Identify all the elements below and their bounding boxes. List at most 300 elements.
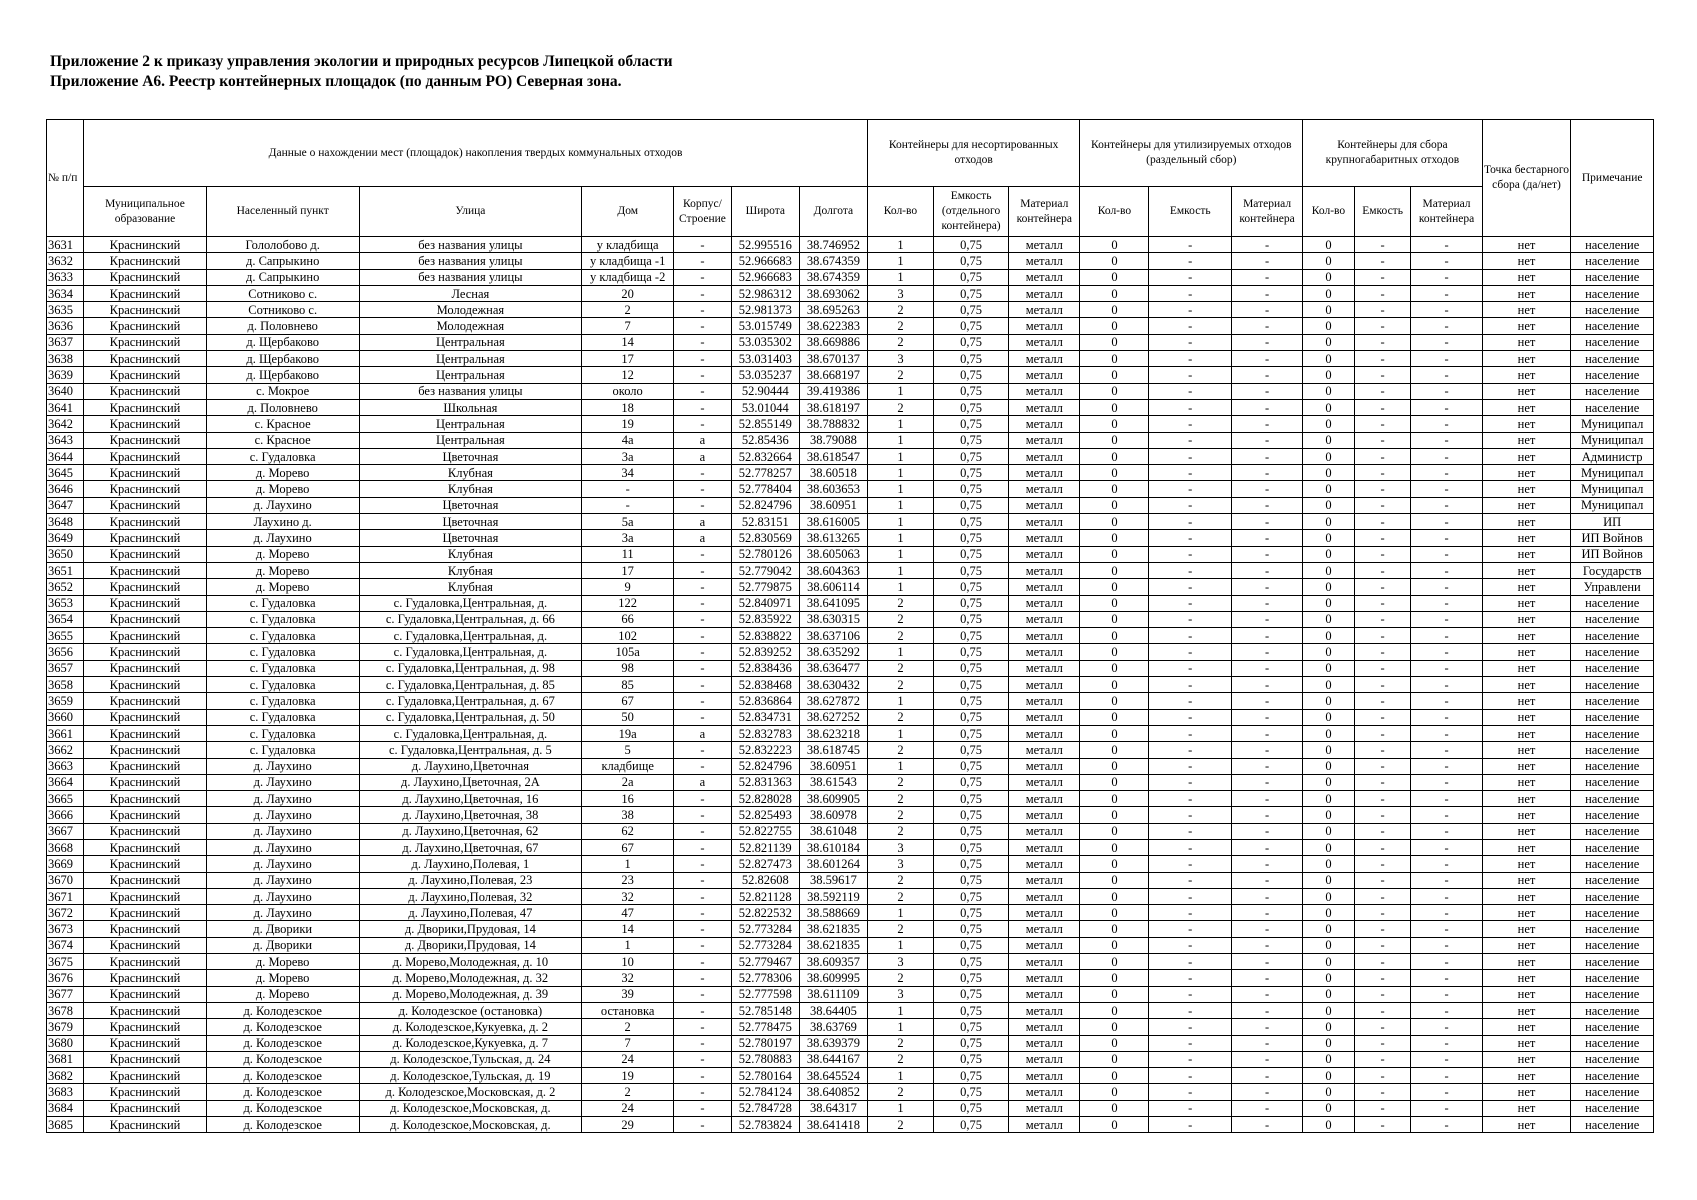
cell-unsorted-count: 1 bbox=[867, 758, 933, 774]
cell-bulky-count: 0 bbox=[1303, 562, 1355, 578]
cell-building: - bbox=[674, 1117, 732, 1133]
cell-building: а bbox=[674, 448, 732, 464]
cell-longitude: 38.635292 bbox=[799, 644, 867, 660]
cell-bulky-capacity: - bbox=[1354, 1051, 1411, 1067]
cell-house: 47 bbox=[582, 905, 674, 921]
cell-building: - bbox=[674, 302, 732, 318]
cell-unsorted-count: 2 bbox=[867, 872, 933, 888]
cell-latitude: 52.824796 bbox=[731, 497, 799, 513]
cell-bulky-capacity: - bbox=[1354, 856, 1411, 872]
cell-house: 29 bbox=[582, 1117, 674, 1133]
cell-note: население bbox=[1571, 758, 1654, 774]
cell-recyclable-material: - bbox=[1231, 1084, 1302, 1100]
cell-unsorted-count: 1 bbox=[867, 693, 933, 709]
cell-note: население bbox=[1571, 970, 1654, 986]
cell-recyclable-count: 0 bbox=[1080, 986, 1149, 1002]
cell-row-number: 3665 bbox=[47, 791, 84, 807]
cell-bulky-material: - bbox=[1411, 660, 1482, 676]
cell-house: 1 bbox=[582, 856, 674, 872]
cell-street: д. Колодезское,Московская, д. bbox=[359, 1117, 582, 1133]
cell-street: д. Колодезское (остановка) bbox=[359, 1002, 582, 1018]
cell-street: Лесная bbox=[359, 285, 582, 301]
cell-settlement: д. Лаухино bbox=[206, 872, 359, 888]
cell-bulky-material: - bbox=[1411, 399, 1482, 415]
cell-recyclable-capacity: - bbox=[1149, 823, 1232, 839]
cell-bulky-material: - bbox=[1411, 954, 1482, 970]
cell-unsorted-count: 3 bbox=[867, 856, 933, 872]
header-settlement: Населенный пункт bbox=[206, 187, 359, 237]
cell-bulky-material: - bbox=[1411, 937, 1482, 953]
cell-bulky-material: - bbox=[1411, 611, 1482, 627]
cell-street: д. Колодезское,Тульская, д. 19 bbox=[359, 1068, 582, 1084]
cell-unsorted-count: 1 bbox=[867, 432, 933, 448]
cell-bulky-capacity: - bbox=[1354, 1117, 1411, 1133]
cell-bulky-capacity: - bbox=[1354, 937, 1411, 953]
cell-recyclable-count: 0 bbox=[1080, 1068, 1149, 1084]
cell-longitude: 38.622383 bbox=[799, 318, 867, 334]
cell-recyclable-material: - bbox=[1231, 905, 1302, 921]
cell-row-number: 3637 bbox=[47, 334, 84, 350]
cell-unsorted-count: 2 bbox=[867, 1035, 933, 1051]
cell-row-number: 3684 bbox=[47, 1100, 84, 1116]
cell-street: с. Гудаловка,Центральная, д. bbox=[359, 595, 582, 611]
cell-bulky-capacity: - bbox=[1354, 677, 1411, 693]
cell-recyclable-material: - bbox=[1231, 285, 1302, 301]
cell-house: 24 bbox=[582, 1100, 674, 1116]
cell-settlement: с. Гудаловка bbox=[206, 725, 359, 741]
cell-unsorted-count: 1 bbox=[867, 481, 933, 497]
cell-latitude: 52.783824 bbox=[731, 1117, 799, 1133]
header-building: Корпус/ Строение bbox=[674, 187, 732, 237]
cell-recyclable-capacity: - bbox=[1149, 839, 1232, 855]
cell-municipality: Краснинский bbox=[84, 562, 207, 578]
cell-longitude: 38.746952 bbox=[799, 237, 867, 253]
cell-recyclable-count: 0 bbox=[1080, 1100, 1149, 1116]
cell-municipality: Краснинский bbox=[84, 1100, 207, 1116]
cell-bulky-capacity: - bbox=[1354, 269, 1411, 285]
cell-recyclable-capacity: - bbox=[1149, 872, 1232, 888]
cell-settlement: д. Дворики bbox=[206, 937, 359, 953]
cell-building: - bbox=[674, 758, 732, 774]
cell-bulky-capacity: - bbox=[1354, 872, 1411, 888]
cell-unsorted-material: металл bbox=[1009, 742, 1080, 758]
cell-unsorted-capacity: 0,75 bbox=[933, 856, 1008, 872]
cell-bulky-material: - bbox=[1411, 497, 1482, 513]
cell-unsorted-count: 1 bbox=[867, 530, 933, 546]
table-row bbox=[47, 970, 1654, 986]
cell-recyclable-material: - bbox=[1231, 1002, 1302, 1018]
cell-street: Школьная bbox=[359, 399, 582, 415]
cell-settlement: Гололобово д. bbox=[206, 237, 359, 253]
cell-containerless-point: нет bbox=[1482, 660, 1571, 676]
cell-unsorted-material: металл bbox=[1009, 839, 1080, 855]
cell-building: - bbox=[674, 399, 732, 415]
cell-bulky-capacity: - bbox=[1354, 823, 1411, 839]
cell-municipality: Краснинский bbox=[84, 791, 207, 807]
cell-recyclable-count: 0 bbox=[1080, 530, 1149, 546]
cell-recyclable-count: 0 bbox=[1080, 725, 1149, 741]
cell-building: - bbox=[674, 905, 732, 921]
table-row bbox=[47, 465, 1654, 481]
table-row bbox=[47, 823, 1654, 839]
cell-unsorted-capacity: 0,75 bbox=[933, 839, 1008, 855]
cell-unsorted-material: металл bbox=[1009, 986, 1080, 1002]
cell-containerless-point: нет bbox=[1482, 334, 1571, 350]
cell-latitude: 52.778404 bbox=[731, 481, 799, 497]
cell-municipality: Краснинский bbox=[84, 823, 207, 839]
cell-row-number: 3685 bbox=[47, 1117, 84, 1133]
cell-recyclable-capacity: - bbox=[1149, 253, 1232, 269]
cell-unsorted-material: металл bbox=[1009, 481, 1080, 497]
cell-note: население bbox=[1571, 399, 1654, 415]
cell-row-number: 3661 bbox=[47, 725, 84, 741]
cell-bulky-material: - bbox=[1411, 285, 1482, 301]
cell-unsorted-material: металл bbox=[1009, 1068, 1080, 1084]
cell-recyclable-capacity: - bbox=[1149, 905, 1232, 921]
cell-bulky-count: 0 bbox=[1303, 905, 1355, 921]
cell-settlement: д. Лаухино bbox=[206, 758, 359, 774]
cell-recyclable-capacity: - bbox=[1149, 1035, 1232, 1051]
cell-recyclable-material: - bbox=[1231, 269, 1302, 285]
cell-note: население bbox=[1571, 351, 1654, 367]
cell-bulky-material: - bbox=[1411, 514, 1482, 530]
cell-house: 14 bbox=[582, 921, 674, 937]
cell-containerless-point: нет bbox=[1482, 628, 1571, 644]
cell-recyclable-capacity: - bbox=[1149, 481, 1232, 497]
cell-settlement: д. Морево bbox=[206, 562, 359, 578]
cell-house: 2 bbox=[582, 302, 674, 318]
cell-street: д. Лаухино,Полевая, 23 bbox=[359, 872, 582, 888]
cell-building: - bbox=[674, 644, 732, 660]
cell-containerless-point: нет bbox=[1482, 285, 1571, 301]
table-row bbox=[47, 318, 1654, 334]
cell-bulky-count: 0 bbox=[1303, 334, 1355, 350]
table-row bbox=[47, 905, 1654, 921]
cell-bulky-count: 0 bbox=[1303, 856, 1355, 872]
cell-unsorted-count: 2 bbox=[867, 1117, 933, 1133]
cell-unsorted-material: металл bbox=[1009, 725, 1080, 741]
cell-latitude: 52.986312 bbox=[731, 285, 799, 301]
cell-unsorted-material: металл bbox=[1009, 807, 1080, 823]
cell-municipality: Краснинский bbox=[84, 269, 207, 285]
cell-row-number: 3634 bbox=[47, 285, 84, 301]
cell-bulky-capacity: - bbox=[1354, 448, 1411, 464]
cell-unsorted-count: 3 bbox=[867, 839, 933, 855]
cell-note: население bbox=[1571, 302, 1654, 318]
cell-containerless-point: нет bbox=[1482, 383, 1571, 399]
cell-note: Управлени bbox=[1571, 579, 1654, 595]
cell-unsorted-capacity: 0,75 bbox=[933, 791, 1008, 807]
cell-unsorted-material: металл bbox=[1009, 285, 1080, 301]
cell-recyclable-material: - bbox=[1231, 1100, 1302, 1116]
cell-recyclable-count: 0 bbox=[1080, 872, 1149, 888]
cell-note: Муниципал bbox=[1571, 432, 1654, 448]
cell-municipality: Краснинский bbox=[84, 921, 207, 937]
cell-recyclable-count: 0 bbox=[1080, 481, 1149, 497]
cell-longitude: 38.627872 bbox=[799, 693, 867, 709]
cell-unsorted-capacity: 0,75 bbox=[933, 367, 1008, 383]
cell-longitude: 38.59617 bbox=[799, 872, 867, 888]
cell-municipality: Краснинский bbox=[84, 1084, 207, 1100]
cell-bulky-material: - bbox=[1411, 839, 1482, 855]
cell-longitude: 38.641418 bbox=[799, 1117, 867, 1133]
cell-house: 14 bbox=[582, 334, 674, 350]
cell-recyclable-material: - bbox=[1231, 644, 1302, 660]
cell-municipality: Краснинский bbox=[84, 905, 207, 921]
cell-longitude: 38.64405 bbox=[799, 1002, 867, 1018]
table-row bbox=[47, 579, 1654, 595]
cell-building: - bbox=[674, 791, 732, 807]
cell-bulky-capacity: - bbox=[1354, 285, 1411, 301]
cell-settlement: с. Красное bbox=[206, 416, 359, 432]
cell-building: - bbox=[674, 1100, 732, 1116]
cell-recyclable-material: - bbox=[1231, 954, 1302, 970]
table-row bbox=[47, 709, 1654, 725]
cell-unsorted-capacity: 0,75 bbox=[933, 546, 1008, 562]
cell-recyclable-material: - bbox=[1231, 921, 1302, 937]
cell-municipality: Краснинский bbox=[84, 970, 207, 986]
cell-municipality: Краснинский bbox=[84, 725, 207, 741]
cell-municipality: Краснинский bbox=[84, 986, 207, 1002]
cell-recyclable-material: - bbox=[1231, 807, 1302, 823]
cell-longitude: 38.60978 bbox=[799, 807, 867, 823]
cell-recyclable-count: 0 bbox=[1080, 399, 1149, 415]
cell-house: 16 bbox=[582, 791, 674, 807]
cell-unsorted-capacity: 0,75 bbox=[933, 318, 1008, 334]
cell-recyclable-capacity: - bbox=[1149, 677, 1232, 693]
cell-building: - bbox=[674, 1051, 732, 1067]
cell-unsorted-material: металл bbox=[1009, 595, 1080, 611]
cell-bulky-capacity: - bbox=[1354, 595, 1411, 611]
cell-municipality: Краснинский bbox=[84, 774, 207, 790]
cell-note: население bbox=[1571, 383, 1654, 399]
cell-longitude: 38.592119 bbox=[799, 888, 867, 904]
cell-row-number: 3657 bbox=[47, 660, 84, 676]
cell-bulky-count: 0 bbox=[1303, 758, 1355, 774]
cell-recyclable-material: - bbox=[1231, 497, 1302, 513]
cell-note: Государств bbox=[1571, 562, 1654, 578]
cell-unsorted-capacity: 0,75 bbox=[933, 432, 1008, 448]
cell-latitude: 52.831363 bbox=[731, 774, 799, 790]
cell-longitude: 38.640852 bbox=[799, 1084, 867, 1100]
cell-note: население bbox=[1571, 954, 1654, 970]
cell-latitude: 53.031403 bbox=[731, 351, 799, 367]
cell-recyclable-capacity: - bbox=[1149, 334, 1232, 350]
cell-unsorted-count: 2 bbox=[867, 791, 933, 807]
cell-settlement: д. Морево bbox=[206, 465, 359, 481]
cell-unsorted-count: 1 bbox=[867, 448, 933, 464]
cell-building: - bbox=[674, 807, 732, 823]
cell-building: - bbox=[674, 970, 732, 986]
cell-row-number: 3680 bbox=[47, 1035, 84, 1051]
cell-unsorted-material: металл bbox=[1009, 546, 1080, 562]
cell-street: Молодежная bbox=[359, 302, 582, 318]
cell-latitude: 52.981373 bbox=[731, 302, 799, 318]
cell-building: - bbox=[674, 954, 732, 970]
header-bulky-material: Материал контейнера bbox=[1411, 187, 1482, 237]
cell-recyclable-capacity: - bbox=[1149, 725, 1232, 741]
cell-longitude: 38.636477 bbox=[799, 660, 867, 676]
cell-longitude: 38.606114 bbox=[799, 579, 867, 595]
cell-municipality: Краснинский bbox=[84, 530, 207, 546]
cell-row-number: 3682 bbox=[47, 1068, 84, 1084]
cell-building: - bbox=[674, 367, 732, 383]
cell-recyclable-capacity: - bbox=[1149, 791, 1232, 807]
cell-recyclable-count: 0 bbox=[1080, 921, 1149, 937]
cell-bulky-material: - bbox=[1411, 253, 1482, 269]
cell-bulky-material: - bbox=[1411, 546, 1482, 562]
cell-row-number: 3642 bbox=[47, 416, 84, 432]
cell-bulky-material: - bbox=[1411, 1035, 1482, 1051]
cell-latitude: 52.778257 bbox=[731, 465, 799, 481]
cell-latitude: 52.773284 bbox=[731, 921, 799, 937]
cell-street: Цветочная bbox=[359, 497, 582, 513]
cell-unsorted-capacity: 0,75 bbox=[933, 351, 1008, 367]
cell-street: Цветочная bbox=[359, 530, 582, 546]
cell-house: 67 bbox=[582, 693, 674, 709]
cell-unsorted-capacity: 0,75 bbox=[933, 1019, 1008, 1035]
cell-unsorted-capacity: 0,75 bbox=[933, 253, 1008, 269]
header-municipality: Муниципальное образование bbox=[84, 187, 207, 237]
cell-municipality: Краснинский bbox=[84, 334, 207, 350]
cell-house: 50 bbox=[582, 709, 674, 725]
table-row bbox=[47, 530, 1654, 546]
cell-unsorted-capacity: 0,75 bbox=[933, 1002, 1008, 1018]
cell-row-number: 3683 bbox=[47, 1084, 84, 1100]
cell-bulky-count: 0 bbox=[1303, 791, 1355, 807]
cell-containerless-point: нет bbox=[1482, 399, 1571, 415]
cell-unsorted-material: металл bbox=[1009, 448, 1080, 464]
cell-unsorted-material: металл bbox=[1009, 334, 1080, 350]
cell-house: 32 bbox=[582, 970, 674, 986]
table-row bbox=[47, 644, 1654, 660]
cell-house: 32 bbox=[582, 888, 674, 904]
cell-house: 17 bbox=[582, 562, 674, 578]
cell-house: 2 bbox=[582, 1019, 674, 1035]
cell-settlement: д. Сапрыкино bbox=[206, 253, 359, 269]
cell-building: - bbox=[674, 1068, 732, 1084]
cell-unsorted-capacity: 0,75 bbox=[933, 970, 1008, 986]
cell-building: - bbox=[674, 986, 732, 1002]
cell-recyclable-count: 0 bbox=[1080, 497, 1149, 513]
cell-recyclable-material: - bbox=[1231, 856, 1302, 872]
cell-recyclable-capacity: - bbox=[1149, 1051, 1232, 1067]
cell-longitude: 38.618745 bbox=[799, 742, 867, 758]
table-row bbox=[47, 497, 1654, 513]
table-row bbox=[47, 432, 1654, 448]
cell-house: 39 bbox=[582, 986, 674, 1002]
cell-bulky-material: - bbox=[1411, 237, 1482, 253]
cell-house: 4а bbox=[582, 432, 674, 448]
cell-longitude: 38.64317 bbox=[799, 1100, 867, 1116]
cell-house: 7 bbox=[582, 318, 674, 334]
cell-settlement: д. Половнево bbox=[206, 318, 359, 334]
cell-containerless-point: нет bbox=[1482, 677, 1571, 693]
cell-building: - bbox=[674, 872, 732, 888]
cell-bulky-capacity: - bbox=[1354, 660, 1411, 676]
cell-recyclable-count: 0 bbox=[1080, 742, 1149, 758]
cell-building: - bbox=[674, 693, 732, 709]
cell-latitude: 53.01044 bbox=[731, 399, 799, 415]
cell-bulky-material: - bbox=[1411, 595, 1482, 611]
cell-settlement: д. Лаухино bbox=[206, 807, 359, 823]
cell-unsorted-capacity: 0,75 bbox=[933, 888, 1008, 904]
cell-bulky-count: 0 bbox=[1303, 1035, 1355, 1051]
cell-bulky-capacity: - bbox=[1354, 1068, 1411, 1084]
cell-unsorted-capacity: 0,75 bbox=[933, 1084, 1008, 1100]
cell-latitude: 52.825493 bbox=[731, 807, 799, 823]
cell-building: - bbox=[674, 237, 732, 253]
cell-bulky-count: 0 bbox=[1303, 660, 1355, 676]
header-location-group: Данные о нахождении мест (площадок) накопления твердых коммунальных отходов bbox=[84, 120, 868, 187]
cell-municipality: Краснинский bbox=[84, 839, 207, 855]
cell-note: население bbox=[1571, 872, 1654, 888]
header-row-number: № п/п bbox=[47, 120, 84, 237]
cell-bulky-capacity: - bbox=[1354, 383, 1411, 399]
cell-containerless-point: нет bbox=[1482, 367, 1571, 383]
cell-containerless-point: нет bbox=[1482, 905, 1571, 921]
cell-latitude: 52.822755 bbox=[731, 823, 799, 839]
table-row bbox=[47, 660, 1654, 676]
cell-latitude: 52.832664 bbox=[731, 448, 799, 464]
cell-row-number: 3673 bbox=[47, 921, 84, 937]
cell-note: население bbox=[1571, 921, 1654, 937]
cell-bulky-capacity: - bbox=[1354, 351, 1411, 367]
cell-settlement: д. Лаухино bbox=[206, 823, 359, 839]
cell-recyclable-count: 0 bbox=[1080, 367, 1149, 383]
cell-recyclable-material: - bbox=[1231, 481, 1302, 497]
cell-settlement: с. Гудаловка bbox=[206, 628, 359, 644]
cell-bulky-count: 0 bbox=[1303, 742, 1355, 758]
cell-unsorted-capacity: 0,75 bbox=[933, 383, 1008, 399]
cell-unsorted-material: металл bbox=[1009, 351, 1080, 367]
cell-bulky-count: 0 bbox=[1303, 383, 1355, 399]
cell-municipality: Краснинский bbox=[84, 448, 207, 464]
cell-recyclable-count: 0 bbox=[1080, 514, 1149, 530]
cell-bulky-count: 0 bbox=[1303, 937, 1355, 953]
cell-bulky-capacity: - bbox=[1354, 1100, 1411, 1116]
cell-longitude: 38.645524 bbox=[799, 1068, 867, 1084]
cell-bulky-capacity: - bbox=[1354, 986, 1411, 1002]
cell-note: население bbox=[1571, 1019, 1654, 1035]
cell-recyclable-count: 0 bbox=[1080, 611, 1149, 627]
cell-street: Клубная bbox=[359, 481, 582, 497]
cell-recyclable-count: 0 bbox=[1080, 693, 1149, 709]
cell-recyclable-material: - bbox=[1231, 383, 1302, 399]
cell-unsorted-capacity: 0,75 bbox=[933, 302, 1008, 318]
cell-note: население bbox=[1571, 318, 1654, 334]
cell-unsorted-count: 1 bbox=[867, 1019, 933, 1035]
cell-latitude: 52.834731 bbox=[731, 709, 799, 725]
cell-recyclable-count: 0 bbox=[1080, 285, 1149, 301]
table-row bbox=[47, 758, 1654, 774]
cell-building: - bbox=[674, 253, 732, 269]
cell-street: Центральная bbox=[359, 367, 582, 383]
cell-settlement: с. Красное bbox=[206, 432, 359, 448]
cell-containerless-point: нет bbox=[1482, 432, 1571, 448]
cell-bulky-material: - bbox=[1411, 383, 1482, 399]
cell-note: население bbox=[1571, 856, 1654, 872]
cell-bulky-capacity: - bbox=[1354, 237, 1411, 253]
cell-municipality: Краснинский bbox=[84, 937, 207, 953]
cell-recyclable-material: - bbox=[1231, 546, 1302, 562]
cell-recyclable-capacity: - bbox=[1149, 856, 1232, 872]
cell-row-number: 3660 bbox=[47, 709, 84, 725]
cell-recyclable-count: 0 bbox=[1080, 237, 1149, 253]
cell-longitude: 38.618197 bbox=[799, 399, 867, 415]
cell-settlement: д. Сапрыкино bbox=[206, 269, 359, 285]
cell-bulky-capacity: - bbox=[1354, 465, 1411, 481]
